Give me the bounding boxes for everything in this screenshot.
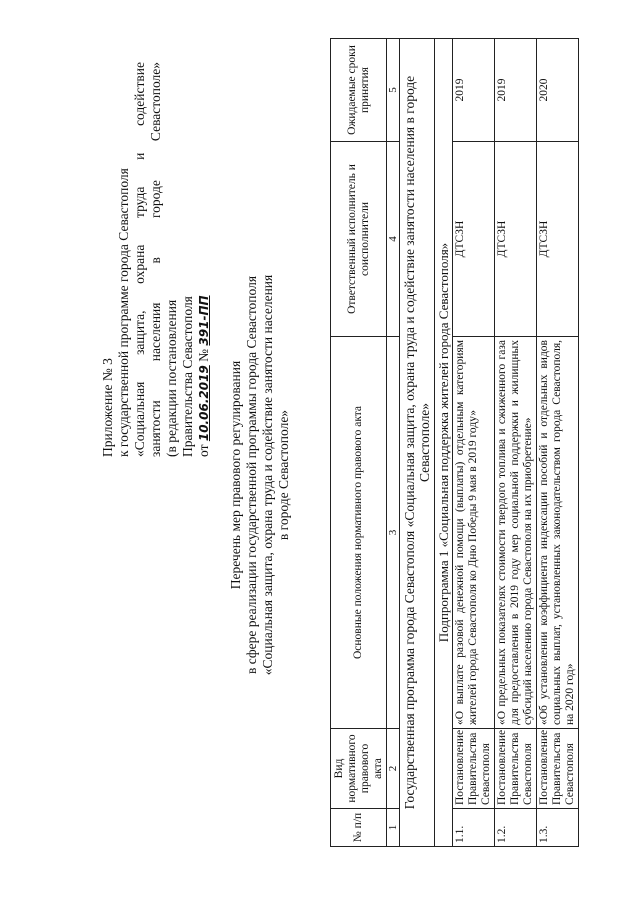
table-row [495,39,537,847]
column-number: 1 [387,809,400,847]
appendix-date-line [196,62,212,457]
header-executor: Ответственный исполнитель и соисполнители [331,142,387,337]
row-year: 2019 [495,39,537,142]
subprogram-row [435,39,453,847]
appendix-line: (в редакции постановления [164,299,179,457]
row-executor: ДТСЗН [495,142,537,337]
title-line: Перечень мер правового регулирования [228,360,243,590]
appendix-line: к государственной программе города Севастополя [116,168,131,457]
row-year: 2020 [537,39,579,142]
header-type: Вид нормативного правового акта [331,729,387,809]
header-year: Ожидаемые сроки принятия [331,39,387,142]
date-prefix: от [196,444,211,457]
title-line: в сфере реализации государственной программы города Севастополя [244,275,259,675]
column-number: 2 [387,729,400,809]
header-row [331,39,387,847]
row-act-type: Постановление Правительства Севастополя [495,729,537,809]
appendix-number: Приложение № 3 [100,358,115,457]
row-act-type: Постановление Правительства Севастополя [453,729,495,809]
table-row [537,39,579,847]
row-description: «О выплате разовой денежной помощи (выплаты) отдельным категориям жителей города Севастополя ко Дню Победы 9 мая в 2019 году» [453,337,495,729]
number-prefix: № [196,348,211,362]
header-desc: Основные положения нормативного правового акта [331,337,387,729]
row-year: 2019 [453,39,495,142]
column-number: 4 [387,142,400,337]
row-executor: ДТСЗН [537,142,579,337]
row-description: «О предельных показателях стоимости твердого топлива и сжиженного газа для предоставления в 2019 году мер социальной поддержки и жилищных субсидий населению города Севастополя на их приобретение» [495,337,537,729]
document-title [228,205,292,745]
regulation-table [330,38,579,847]
handwritten-number: 391-ПП [197,295,211,346]
handwritten-date: 10.06.2019 [197,365,211,442]
appendix-line: «Социальная защита, охрана труда и содействие [132,62,147,457]
column-number: 3 [387,337,400,729]
appendix-block [100,62,212,457]
row-description: «Об установлении коэффициента индексации пособий и отдельных видов социальных выплат, установленных законодательством города Севастополя, на 2020 год» [537,337,579,729]
row-number: 1.2. [495,809,537,847]
subprogram-title: Подпрограмма 1 «Социальная поддержка жителей города Севастополя» [435,39,453,847]
title-line: «Социальная защита, охрана труда и содействие занятости населения [260,274,275,676]
row-number: 1.3. [537,809,579,847]
row-act-type: Постановление Правительства Севастополя [537,729,579,809]
row-number: 1.1. [453,809,495,847]
header-num: № п/п [331,809,387,847]
title-line: в городе Севастополе» [276,409,291,541]
program-row [400,39,435,847]
program-title: Государственная программа города Севастополя «Социальная защита, охрана труда и содействие занятости населения в городе Севастополе» [400,39,435,847]
row-executor: ДТСЗН [453,142,495,337]
column-number: 5 [387,39,400,142]
appendix-line: занятости населения в городе Севастополе» [148,62,163,457]
column-numbers-row [387,39,400,847]
table-row [453,39,495,847]
appendix-line: Правительства Севастополя [180,296,195,457]
